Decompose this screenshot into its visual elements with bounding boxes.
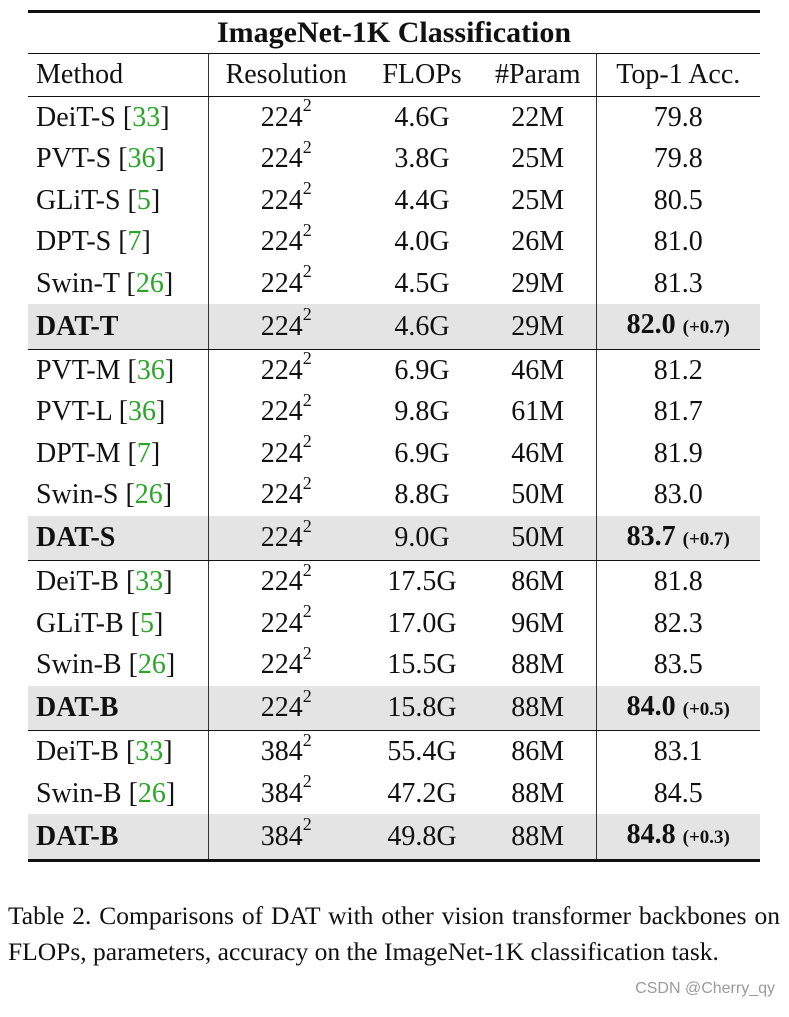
table-row	[28, 433, 760, 475]
resolution-exponent: 2	[302, 261, 312, 282]
cell-resolution	[208, 731, 364, 773]
resolution-exponent: 2	[302, 771, 312, 792]
citation-link[interactable]: 33	[132, 101, 161, 133]
cell-flops: 4.5G	[394, 267, 450, 299]
method-name: DPT-S [	[36, 226, 128, 257]
table-row	[28, 96, 760, 138]
header-params: #Param	[480, 54, 596, 97]
cell-flops: 6.9G	[394, 437, 450, 469]
accuracy-value: 83.7	[626, 520, 676, 552]
resolution-value: 384	[260, 820, 303, 852]
cell-params: 25M	[511, 143, 565, 174]
citation-link[interactable]: 7	[136, 437, 151, 469]
cell-accuracy	[596, 644, 760, 686]
cell-method	[28, 814, 208, 860]
accuracy-value: 84.0	[626, 690, 676, 722]
cell-resolution	[208, 814, 364, 860]
cell-params: 46M	[511, 354, 565, 386]
cell-method	[28, 349, 208, 391]
cell-resolution	[208, 516, 364, 561]
table-row	[28, 474, 760, 516]
cell-params: 61M	[511, 396, 565, 427]
cell-accuracy	[596, 391, 760, 433]
cell-params: 88M	[480, 814, 596, 860]
results-table-container	[28, 10, 760, 862]
resolution-exponent: 2	[302, 814, 312, 835]
method-name: Swin-B [	[36, 777, 138, 809]
cell-params: 22M	[511, 101, 565, 133]
resolution-value: 384	[260, 777, 303, 809]
cell-method	[28, 263, 208, 305]
resolution-value: 224	[260, 354, 303, 386]
cell-resolution	[208, 96, 364, 138]
resolution-value: 224	[260, 692, 303, 723]
citation-link[interactable]: 5	[136, 184, 151, 216]
cell-flops: 15.8G	[364, 686, 480, 731]
cell-resolution	[208, 221, 364, 263]
accuracy-value: 83.5	[653, 649, 703, 680]
citation-bracket: ]	[163, 267, 174, 299]
cell-params: 88M	[511, 777, 565, 809]
table-row	[28, 349, 760, 391]
accuracy-gain: (+0.5)	[682, 698, 730, 720]
resolution-exponent: 2	[302, 304, 312, 325]
cell-params: 88M	[480, 686, 596, 731]
cell-method	[28, 221, 208, 263]
citation-bracket: ]	[163, 566, 173, 597]
cell-resolution	[208, 773, 364, 815]
cell-flops: 4.6G	[394, 101, 450, 133]
resolution-exponent: 2	[302, 472, 312, 493]
cell-params: 29M	[511, 267, 565, 299]
citation-bracket: ]	[165, 777, 176, 809]
method-name: DPT-M [	[36, 437, 137, 469]
cell-accuracy	[596, 474, 760, 516]
citation-bracket: ]	[141, 226, 151, 257]
table-row	[28, 644, 760, 686]
method-name: GLiT-S [	[36, 184, 137, 216]
cell-method	[28, 686, 208, 731]
resolution-value: 224	[260, 184, 303, 216]
method-name: GLiT-B [	[36, 607, 140, 639]
cell-params: 86M	[511, 566, 565, 597]
cell-flops: 15.5G	[387, 649, 457, 680]
cell-accuracy	[596, 561, 760, 603]
method-name: DeiT-B [	[36, 736, 136, 767]
resolution-exponent: 2	[302, 389, 312, 410]
cell-flops: 3.8G	[394, 143, 450, 174]
cell-resolution	[208, 138, 364, 180]
cell-resolution	[208, 349, 364, 391]
table-title-row	[28, 12, 760, 54]
citation-link[interactable]: 26	[137, 777, 166, 809]
accuracy-value: 81.3	[653, 267, 703, 299]
resolution-value: 384	[260, 736, 303, 767]
resolution-value: 224	[260, 143, 303, 174]
cell-resolution	[208, 263, 364, 305]
accuracy-value: 81.7	[653, 396, 703, 427]
resolution-exponent: 2	[302, 136, 312, 157]
accuracy-value: 81.8	[653, 566, 703, 597]
header-method: Method	[28, 54, 208, 97]
method-name: DAT-B	[36, 692, 119, 723]
cell-flops: 6.9G	[394, 354, 450, 386]
method-name: DAT-T	[36, 310, 119, 342]
citation-bracket: ]	[150, 184, 161, 216]
citation-link[interactable]: 33	[135, 736, 164, 767]
method-name: DAT-S	[36, 522, 116, 553]
citation-link[interactable]: 33	[135, 566, 164, 597]
method-name: PVT-L [	[36, 396, 129, 427]
cell-accuracy	[596, 304, 760, 349]
cell-resolution	[208, 686, 364, 731]
header-accuracy: Top-1 Acc.	[596, 54, 760, 97]
resolution-value: 224	[260, 607, 303, 639]
cell-method	[28, 516, 208, 561]
accuracy-value: 80.5	[653, 184, 703, 216]
citation-link[interactable]: 36	[127, 143, 156, 174]
accuracy-value: 82.0	[626, 309, 676, 340]
table-body	[28, 96, 760, 860]
table-row	[28, 686, 760, 731]
cell-flops: 8.8G	[394, 479, 450, 510]
cell-method	[28, 433, 208, 475]
cell-params: 25M	[511, 184, 565, 216]
method-name: DeiT-B [	[36, 566, 136, 597]
accuracy-gain: (+0.3)	[682, 827, 730, 848]
resolution-exponent: 2	[302, 515, 312, 536]
cell-accuracy	[596, 603, 760, 645]
cell-resolution	[208, 304, 364, 349]
table-row	[28, 603, 760, 645]
citation-link[interactable]: 26	[134, 479, 163, 510]
resolution-value: 224	[260, 226, 303, 257]
method-name: PVT-S [	[36, 143, 128, 174]
cell-accuracy	[596, 263, 760, 305]
cell-flops: 9.8G	[394, 396, 450, 427]
resolution-value: 224	[260, 396, 303, 427]
accuracy-value: 83.1	[653, 736, 703, 767]
cell-method	[28, 304, 208, 349]
cell-flops: 4.6G	[364, 304, 480, 349]
cell-resolution	[208, 391, 364, 433]
resolution-value: 224	[260, 566, 303, 597]
table-row	[28, 304, 760, 349]
table-row	[28, 391, 760, 433]
header-flops: FLOPs	[364, 54, 480, 97]
citation-link[interactable]: 36	[136, 354, 165, 386]
citation-bracket: ]	[153, 607, 164, 639]
cell-params: 46M	[511, 437, 565, 469]
cell-resolution	[208, 433, 364, 475]
table-row	[28, 516, 760, 561]
method-name: Swin-S [	[36, 479, 135, 510]
cell-flops: 49.8G	[364, 814, 480, 860]
method-name: Swin-T [	[36, 267, 136, 299]
cell-accuracy	[596, 686, 760, 731]
citation-bracket: ]	[160, 101, 170, 133]
cell-flops: 4.4G	[394, 184, 450, 216]
cell-accuracy	[596, 221, 760, 263]
cell-resolution	[208, 603, 364, 645]
resolution-exponent: 2	[302, 601, 312, 622]
method-name: PVT-M [	[36, 354, 137, 386]
cell-method	[28, 603, 208, 645]
results-table	[28, 10, 760, 862]
accuracy-value: 82.3	[653, 607, 703, 639]
watermark: CSDN @Cherry_qy	[635, 980, 775, 997]
table-row	[28, 180, 760, 222]
accuracy-value: 81.0	[653, 226, 703, 257]
method-name: Swin-B [	[36, 649, 138, 680]
citation-bracket: ]	[165, 649, 176, 680]
cell-params: 29M	[480, 304, 596, 349]
resolution-exponent: 2	[302, 219, 312, 240]
resolution-value: 224	[260, 101, 303, 133]
table-title: ImageNet-1K Classification	[216, 16, 572, 49]
citation-bracket: ]	[162, 479, 173, 510]
table-row	[28, 731, 760, 773]
cell-params: 86M	[511, 736, 565, 767]
resolution-value: 224	[260, 649, 303, 680]
resolution-exponent: 2	[302, 431, 312, 452]
cell-method	[28, 138, 208, 180]
accuracy-value: 79.8	[653, 101, 703, 133]
resolution-value: 224	[260, 479, 303, 510]
resolution-exponent: 2	[302, 642, 312, 663]
citation-link[interactable]: 26	[135, 267, 164, 299]
accuracy-gain: (+0.7)	[682, 528, 730, 550]
method-name: DeiT-S [	[36, 101, 133, 133]
cell-method	[28, 391, 208, 433]
accuracy-value: 79.8	[653, 143, 703, 174]
cell-method	[28, 96, 208, 138]
cell-flops: 4.0G	[394, 226, 450, 257]
citation-bracket: ]	[155, 143, 165, 174]
cell-method	[28, 474, 208, 516]
cell-params: 50M	[480, 516, 596, 561]
accuracy-value: 84.8	[626, 819, 676, 850]
resolution-exponent: 2	[302, 729, 312, 750]
cell-accuracy	[596, 773, 760, 815]
cell-flops: 55.4G	[387, 736, 457, 767]
cell-resolution	[208, 474, 364, 516]
cell-accuracy	[596, 180, 760, 222]
resolution-value: 224	[260, 310, 303, 342]
resolution-value: 224	[260, 437, 303, 469]
table-row	[28, 561, 760, 603]
resolution-value: 224	[260, 522, 303, 553]
cell-accuracy	[596, 138, 760, 180]
accuracy-value: 81.9	[653, 437, 703, 469]
cell-resolution	[208, 180, 364, 222]
table-row	[28, 221, 760, 263]
cell-flops: 47.2G	[387, 777, 457, 809]
cell-accuracy	[596, 349, 760, 391]
citation-bracket: ]	[156, 396, 166, 427]
citation-bracket: ]	[163, 736, 173, 767]
cell-flops: 17.0G	[387, 607, 457, 639]
cell-resolution	[208, 644, 364, 686]
resolution-exponent: 2	[302, 178, 312, 199]
resolution-exponent: 2	[302, 348, 312, 369]
cell-method	[28, 561, 208, 603]
citation-link[interactable]: 5	[139, 607, 154, 639]
cell-flops: 17.5G	[387, 566, 457, 597]
resolution-exponent: 2	[302, 95, 312, 116]
table-row	[28, 773, 760, 815]
citation-bracket: ]	[164, 354, 175, 386]
cell-accuracy	[596, 433, 760, 475]
accuracy-value: 81.2	[653, 354, 703, 386]
cell-params: 50M	[511, 479, 565, 510]
accuracy-value: 84.5	[653, 777, 703, 809]
accuracy-gain: (+0.7)	[682, 317, 730, 338]
table-row	[28, 138, 760, 180]
citation-bracket: ]	[150, 437, 161, 469]
citation-link[interactable]: 7	[127, 226, 142, 257]
resolution-exponent: 2	[302, 685, 312, 706]
table-row	[28, 814, 760, 860]
cell-accuracy	[596, 814, 760, 860]
cell-resolution	[208, 561, 364, 603]
cell-params: 96M	[511, 607, 565, 639]
cell-accuracy	[596, 731, 760, 773]
cell-method	[28, 731, 208, 773]
cell-accuracy	[596, 96, 760, 138]
accuracy-value: 83.0	[653, 479, 703, 510]
table-row	[28, 263, 760, 305]
method-name: DAT-B	[36, 820, 119, 852]
cell-params: 88M	[511, 649, 565, 680]
table-header-row	[28, 54, 760, 97]
header-resolution: Resolution	[208, 54, 364, 97]
cell-method	[28, 773, 208, 815]
resolution-exponent: 2	[302, 559, 312, 580]
cell-params: 26M	[511, 226, 565, 257]
citation-link[interactable]: 26	[137, 649, 166, 680]
cell-method	[28, 644, 208, 686]
table-caption: Table 2. Comparisons of DAT with other vision transformer backbones on FLOPs, parameters, accuracy on the ImageNet-1K classification task.	[8, 901, 780, 966]
citation-link[interactable]: 36	[128, 396, 157, 427]
cell-flops: 9.0G	[364, 516, 480, 561]
cell-method	[28, 180, 208, 222]
cell-accuracy	[596, 516, 760, 561]
resolution-value: 224	[260, 267, 303, 299]
